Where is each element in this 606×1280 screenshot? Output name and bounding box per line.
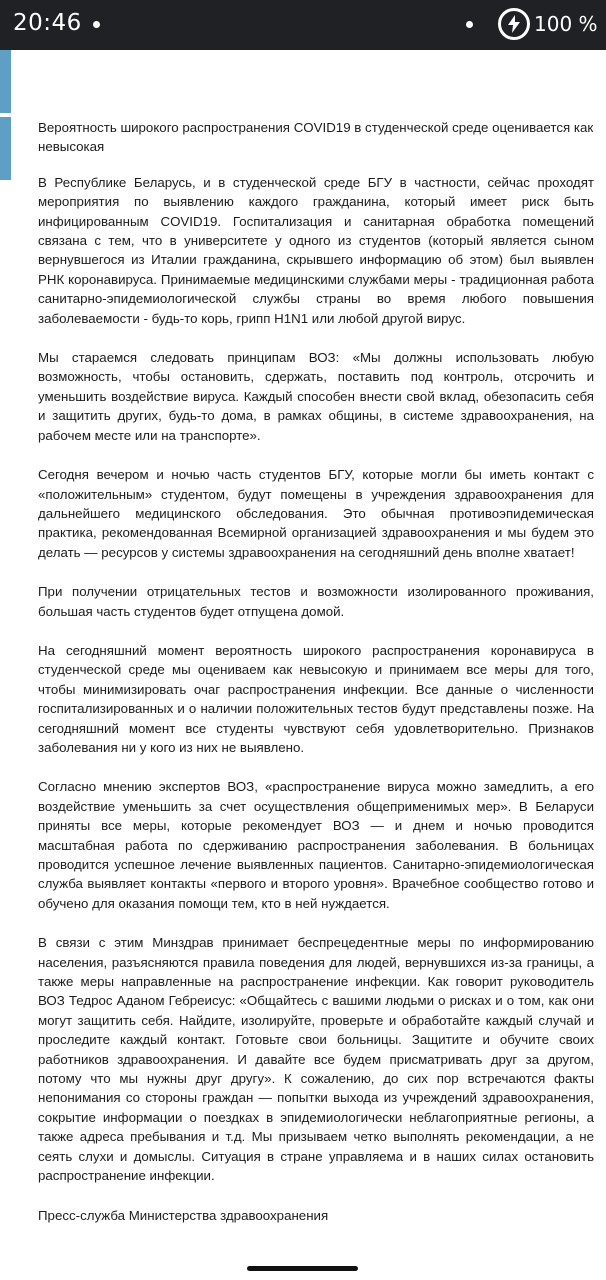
battery-percentage: 100 % — [534, 12, 598, 36]
status-bar — [0, 0, 606, 50]
gesture-navigation-bar[interactable] — [247, 1266, 358, 1271]
article-paragraph: При получении отрицательных тестов и возможности изолированного проживания, большая часть студентов будет отпущена домой. — [38, 584, 594, 619]
article-paragraph: В связи с этим Минздрав принимает беспрецедентные меры по информированию населения, разъясняются правила поведения для людей, вернувшихся из-за границы, а также меры направленные на распространение инфекции. Как говорит руководитель ВОЗ Тедрос Аданом Гебреисус: «Общайтесь с вашими людьми о рисках и о том, как они могут защитить себя. Найдите, изолируйте, проверьте и обработайте каждый случай и проследите каждый контакт. Готовьте свои больницы. Защитите и обучите своих работников здравоохранения. И давайте все будем присматривать друг за другом, потому что мы нужны друг другу». К сожалению, до сих пор встречаются факты непонимания со стороны граждан — попытки выхода из учреждений здравоохранения, сокрытие информации о поездках в эпидемиологически неблагоприятные регионы, а также адреса пребывания и т.д. Мы призываем четко выполнять рекомендации, а не сеять слухи и домыслы. Ситуация в стране управляема и в наших силах остановить распространение инфекции. — [38, 935, 594, 1184]
article-paragraph: Мы стараемся следовать принципам ВОЗ: «Мы должны использовать любую возможность, чтобы остановить, сдержать, поставить под контроль, отсрочить и уменьшить воздействие вируса. Каждый способен внести свой вклад, обезопасить себя и защитить других, будь-то дома, в рамках общины, в системе здравоохранения, на рабочем месте или на транспорте». — [38, 350, 594, 443]
article-body — [38, 118, 594, 1225]
article-paragraph: Сегодня вечером и ночью часть студентов БГУ, которые могли бы иметь контакт с «положительным» студентом, будут помещены в учреждения здравоохранения для дальнейшего медицинского обследования. Это обычная противоэпидемическая практика, рекомендованная Всемирной организацией здравоохранения и мы будем это делать — ресурсов у системы здравоохранения на сегодняшний день вполне хватает! — [38, 467, 594, 560]
side-panel-tab[interactable] — [0, 50, 11, 113]
article-lead: Вероятность широкого распространения COVID19 в студенческой среде оценивается как невысокая — [38, 120, 594, 155]
article-paragraph: В Республике Беларусь, и в студенческой среде БГУ в частности, сейчас проходят мероприятия по выявлению каждого гражданина, который имеет риск быть инфицированным COVID19. Госпитализация и санитарная обработка помещений связана с тем, что в университете у одного из студентов (который является сыном вернувшегося из Италии гражданина, скрывшего информацию об этом) был выявлен РНК коронавируса. Принимаемые медицинскими службами меры - традиционная работа санитарно-эпидемиологической службы страны во время любого повышения заболеваемости - будь-то корь, грипп H1N1 или любой другой вирус. — [38, 174, 594, 326]
signal-dot-icon — [466, 21, 473, 28]
notification-dot-icon — [93, 21, 100, 28]
status-time: 20:46 — [13, 10, 82, 36]
side-panel-tab[interactable] — [0, 117, 11, 180]
article-paragraph: Согласно мнению экспертов ВОЗ, «распространение вируса можно замедлить, а его воздействие уменьшить за счет осуществления общеприменимых мер». В Беларуси приняты все меры, которые рекомендует ВОЗ — и днем и ночью проводится масштабная работа по сдерживанию распространения заболевания. В больницах проводится успешное лечение выявленных пациентов. Санитарно-эпидемиологическая служба выявляет контакты «первого и второго уровня». Врачебное сообщество готово и обучено для оказания помощи тем, кто в ней нуждается. — [38, 779, 594, 911]
article-paragraph: На сегодняшний момент вероятность широкого распространения коронавируса в студенческой среде мы оцениваем как невысокую и принимаем все меры для того, чтобы минимизировать очаг распространения инфекции. Все данные о численности госпитализированных и о наличии положительных тестов будут представлены позже. На сегодняшний момент все студенты чувствуют себя удовлетворительно. Признаков заболевания ни у кого из них не выявлено. — [38, 642, 594, 755]
article-signature: Пресс-служба Министерства здравоохранения — [38, 1207, 329, 1223]
battery-saver-icon — [498, 8, 530, 40]
